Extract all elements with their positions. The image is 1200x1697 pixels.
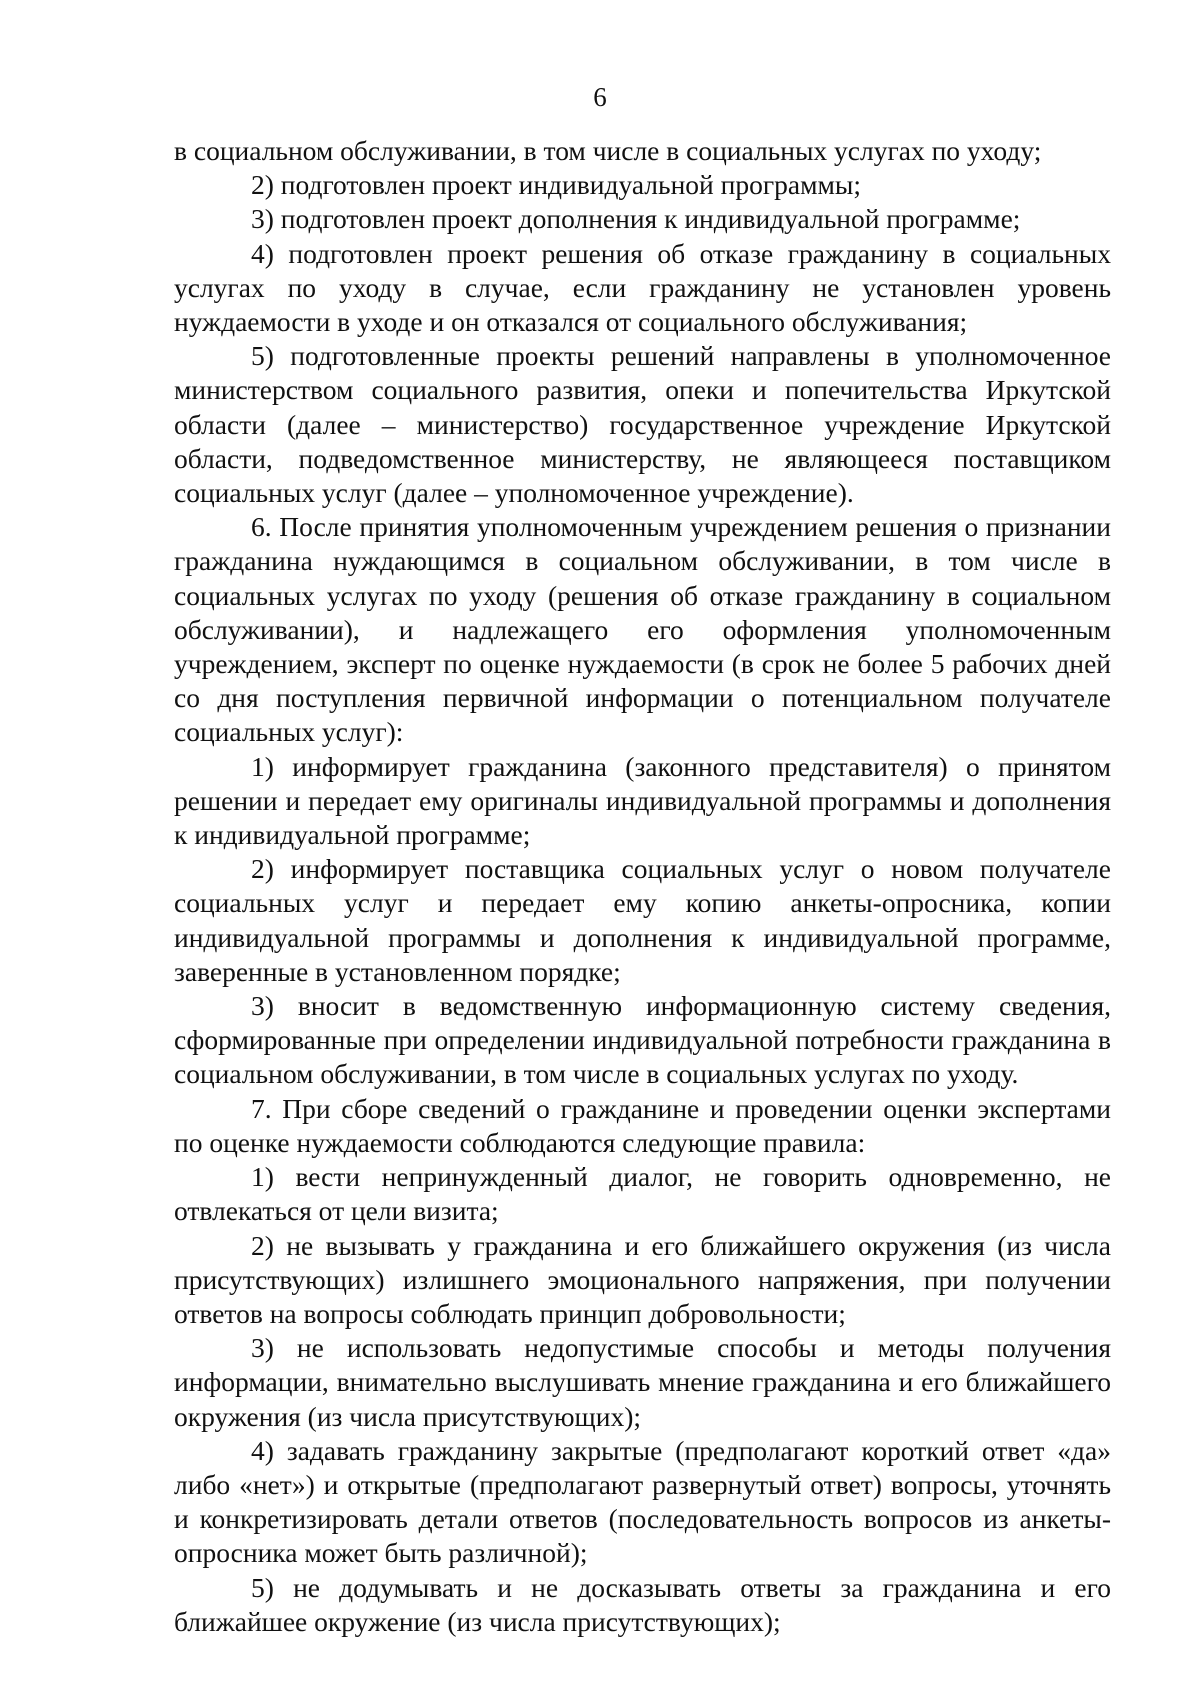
paragraph-item-5: 5) подготовленные проекты решений направлены в уполномоченное министерством социального развития, опеки и попечительства Иркутской области (далее – министерство) государственное учреждение Иркутской области, подведомственное министерству, не являющееся поставщиком социальных услуг (далее – уполномоченное учреждение). bbox=[174, 340, 1111, 509]
document-body bbox=[174, 134, 1111, 1639]
paragraph-section-7-item-3: 3) не использовать недопустимые способы и методы получения информации, внимательно выслушивать мнение гражданина и его ближайшего окружения (из числа присутствующих); bbox=[174, 1332, 1111, 1432]
paragraph-section-6-item-1: 1) информирует гражданина (законного представителя) о принятом решении и передает ему оригиналы индивидуальной программы и дополнения к индивидуальной программе; bbox=[174, 750, 1111, 851]
paragraph-section-7-item-2: 2) не вызывать у гражданина и его ближайшего окружения (из числа присутствующих) излишнего эмоционального напряжения, при получении ответов на вопросы соблюдать принцип добровольности; bbox=[174, 1229, 1111, 1329]
paragraph-item-4: 4) подготовлен проект решения об отказе гражданину в социальных услугах по уходу в случае, если гражданину не установлен уровень нуждаемости в уходе и он отказался от социального обслуживания; bbox=[174, 237, 1111, 338]
paragraph-section-6-item-2: 2) информирует поставщика социальных услуг о новом получателе социальных услуг и передает ему копию анкеты-опросника, копии индивидуальной программы и дополнения к индивидуальной программе, заверенные в установленном порядке; bbox=[174, 853, 1111, 987]
paragraph-section-6: 6. После принятия уполномоченным учреждением решения о признании гражданина нуждающимся в социальном обслуживании, в том числе в социальных услугах по уходу (решения об отказе гражданину в социальном обслуживании), и надлежащего его оформления уполномоченным учреждением, эксперт по оценке нуждаемости (в срок не более 5 рабочих дней со дня поступления первичной информации о потенциальном получателе социальных услуг): bbox=[174, 511, 1111, 748]
paragraph-section-7-item-4: 4) задавать гражданину закрытые (предполагают короткий ответ «да» либо «нет») и открытые (предполагают развернутый ответ) вопросы, уточнять и конкретизировать детали ответов (последовательность вопросов из анкеты-опросника может быть различной); bbox=[174, 1434, 1111, 1569]
paragraph-section-7-item-1: 1) вести непринужденный диалог, не говорить одновременно, не отвлекаться от цели визита; bbox=[174, 1161, 1111, 1227]
paragraph-section-6-item-3: 3) вносит в ведомственную информационную систему сведения, сформированные при определении индивидуальной потребности гражданина в социальном обслуживании, в том числе в социальных услугах по уходу. bbox=[174, 990, 1111, 1090]
paragraph-section-7: 7. При сборе сведений о гражданине и проведении оценки экспертами по оценке нуждаемости соблюдаются следующие правила: bbox=[174, 1092, 1111, 1158]
paragraph-item-2: 2) подготовлен проект индивидуальной программы; bbox=[251, 169, 861, 201]
paragraph-section-7-item-5: 5) не додумывать и не досказывать ответы за гражданина и его ближайшее окружение (из числа присутствующих); bbox=[174, 1571, 1111, 1637]
paragraph-item-3: 3) подготовлен проект дополнения к индивидуальной программе; bbox=[251, 203, 1021, 235]
page-number: 6 bbox=[593, 82, 607, 112]
paragraph-continuation: в социальном обслуживании, в том числе в социальных услугах по уходу; bbox=[174, 135, 1042, 166]
